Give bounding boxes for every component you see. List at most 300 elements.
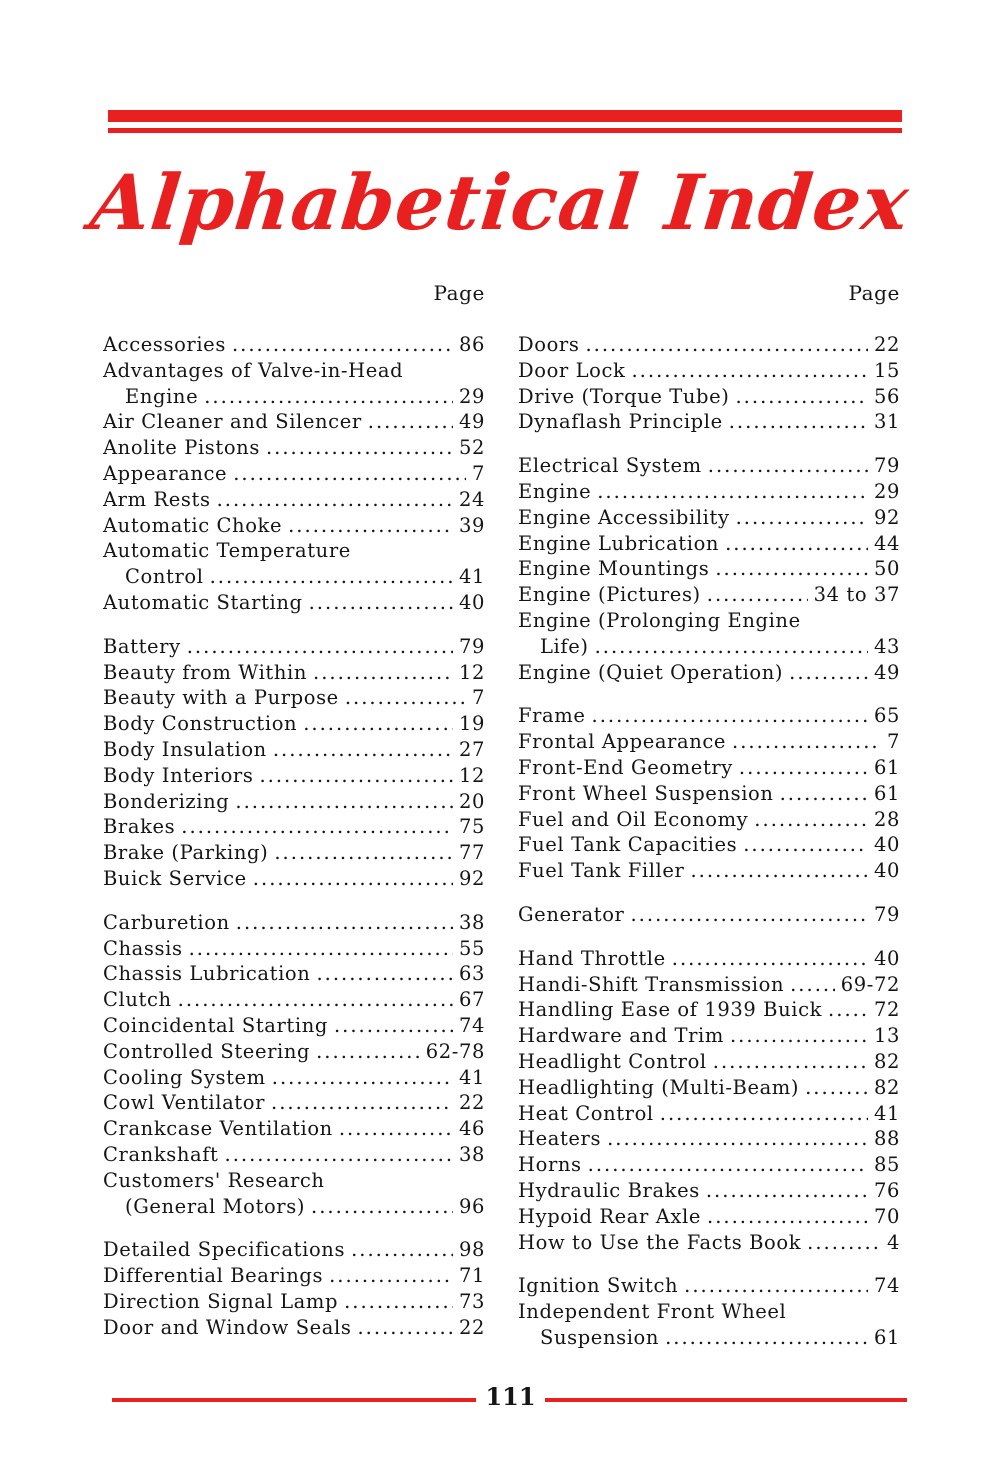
index-entry-label: Engine	[518, 479, 592, 503]
index-entry-page: 24	[458, 487, 485, 511]
dot-leader	[725, 531, 868, 557]
index-entry-label: Customers' Research	[103, 1168, 325, 1192]
index-entry	[103, 409, 485, 435]
index-entry-label: Body Construction	[103, 712, 298, 736]
index-entry-page: 49	[873, 660, 900, 684]
index-entry	[103, 789, 485, 815]
dot-leader	[217, 487, 453, 513]
page-column-header: Page	[433, 281, 485, 305]
index-entry-label: Control	[125, 565, 204, 589]
page-column-header: Page	[848, 281, 900, 305]
index-entry	[103, 1142, 485, 1168]
index-group	[103, 634, 485, 892]
index-group	[518, 902, 900, 928]
index-entry-page: 39	[458, 513, 485, 537]
index-entry-page: 29	[458, 384, 485, 408]
index-entry	[103, 538, 485, 564]
dot-leader	[181, 814, 453, 840]
index-entry	[518, 1075, 900, 1101]
dot-leader	[259, 763, 453, 789]
index-entry-label: Arm Rests	[103, 487, 211, 511]
index-entry	[518, 858, 900, 884]
dot-leader	[225, 1142, 453, 1168]
dot-leader	[736, 505, 868, 531]
index-entry-page: 61	[873, 755, 900, 779]
dot-leader	[334, 1013, 453, 1039]
index-entry-label: Anolite Pistons	[103, 436, 260, 460]
index-entry-page: 7	[471, 461, 485, 485]
dot-leader	[210, 564, 453, 590]
index-entry-page: 41	[458, 1065, 485, 1089]
index-entry-page: 38	[458, 1142, 485, 1166]
index-entry-page: 61	[873, 781, 900, 805]
index-entry-label: Front Wheel Suspension	[518, 781, 774, 805]
index-entry	[518, 582, 900, 608]
index-groups-left	[103, 332, 485, 1340]
index-entry-label: Electrical System	[518, 454, 702, 478]
index-entry-label: Brakes	[103, 815, 176, 839]
index-entry	[518, 358, 900, 384]
index-entry-page: 56	[873, 384, 900, 408]
index-entry	[103, 685, 485, 711]
index-entry	[518, 946, 900, 972]
index-entry-page: 19	[458, 712, 485, 736]
index-entry	[103, 910, 485, 936]
index-entry-page: 20	[458, 789, 485, 813]
dot-leader	[732, 729, 881, 755]
index-entry-label: Hydraulic Brakes	[518, 1178, 700, 1202]
index-entry-label: Detailed Specifications	[103, 1238, 346, 1262]
index-entry-label: Crankcase Ventilation	[103, 1117, 333, 1141]
index-entry	[103, 513, 485, 539]
index-entry-label: Hypoid Rear Axle	[518, 1204, 701, 1228]
index-entry	[103, 358, 485, 384]
index-entry-label: Door and Window Seals	[103, 1315, 352, 1339]
index-entry	[103, 384, 485, 410]
index-entry-label: Handi-Shift Transmission	[518, 972, 785, 996]
index-entry-label: Direction Signal Lamp	[103, 1289, 339, 1313]
index-entry-label: Frame	[518, 704, 586, 728]
index-entry-label: Front-End Geometry	[518, 755, 733, 779]
index-entry-page: 65	[873, 704, 900, 728]
index-entry-page: 85	[873, 1153, 900, 1177]
dot-leader	[288, 513, 453, 539]
index-entry-page: 46	[458, 1117, 485, 1141]
dot-leader	[730, 1023, 868, 1049]
index-entry	[103, 634, 485, 660]
index-entry	[103, 1065, 485, 1091]
dot-leader	[232, 332, 453, 358]
index-entry-label: Chassis Lubrication	[103, 962, 311, 986]
index-entry	[103, 461, 485, 487]
index-entry-page: 63	[458, 962, 485, 986]
index-entry	[518, 703, 900, 729]
index-entry	[103, 961, 485, 987]
index-entry	[518, 1126, 900, 1152]
index-entry-label: Engine Mountings	[518, 557, 710, 581]
index-entry-label: Bonderizing	[103, 789, 230, 813]
index-entry-label: Hand Throttle	[518, 946, 666, 970]
dot-leader	[739, 755, 868, 781]
dot-leader	[357, 1315, 453, 1341]
index-entry-page: 72	[873, 998, 900, 1022]
dot-leader	[754, 807, 868, 833]
dot-leader	[735, 384, 868, 410]
index-entry	[518, 972, 900, 998]
dot-leader	[351, 1237, 453, 1263]
dot-leader	[311, 1194, 453, 1220]
index-entry-page: 12	[458, 660, 485, 684]
index-entry-page: 96	[458, 1194, 485, 1218]
index-entry-label: Fuel and Oil Economy	[518, 807, 749, 831]
index-entry	[103, 987, 485, 1013]
page-title: Alphabetical Index	[86, 158, 914, 247]
index-column-left	[103, 278, 485, 1358]
dot-leader	[588, 1152, 868, 1178]
index-entry-label: Advantages of Valve-in-Head	[103, 358, 404, 382]
index-entry	[103, 487, 485, 513]
index-entry	[518, 1299, 900, 1325]
index-group	[518, 946, 900, 1256]
index-entry	[518, 1273, 900, 1299]
dot-leader	[368, 409, 453, 435]
index-group	[518, 453, 900, 685]
index-column-right	[518, 278, 900, 1369]
index-entry	[518, 384, 900, 410]
index-entry	[103, 1237, 485, 1263]
index-entry	[518, 556, 900, 582]
index-entry	[518, 997, 900, 1023]
index-entry	[518, 531, 900, 557]
index-entry	[103, 1039, 485, 1065]
index-entry-label: Appearance	[103, 461, 228, 485]
index-entry-label: Accessories	[103, 333, 226, 356]
index-entry	[103, 866, 485, 892]
dot-leader	[339, 1116, 453, 1142]
index-entry-page: 73	[458, 1289, 485, 1313]
index-entry-page: 74	[873, 1274, 900, 1298]
index-entry-label: Beauty from Within	[103, 660, 308, 684]
index-entry-label: Hardware and Trim	[518, 1024, 724, 1048]
index-entry-page: 12	[458, 763, 485, 787]
index-entry	[103, 332, 485, 358]
dot-leader	[707, 582, 808, 608]
dot-leader	[708, 453, 868, 479]
index-entry	[518, 807, 900, 833]
index-entry-label: Door Lock	[518, 358, 626, 382]
index-entry-page: 79	[873, 902, 900, 926]
index-entry-label: Engine (Quiet Operation)	[518, 660, 784, 684]
index-entry	[103, 660, 485, 686]
dot-leader	[313, 660, 453, 686]
index-entry-label: Controlled Steering	[103, 1039, 311, 1063]
index-entry-label: Engine Lubrication	[518, 531, 720, 555]
index-entry-label: Clutch	[103, 988, 172, 1012]
index-entry	[518, 781, 900, 807]
dot-leader	[178, 987, 453, 1013]
dot-leader	[344, 1289, 453, 1315]
index-entry-page: 71	[458, 1264, 485, 1288]
index-entry-page: 13	[873, 1024, 900, 1048]
index-entry-page: 70	[873, 1204, 900, 1228]
index-entry-label: Fuel Tank Capacities	[518, 833, 738, 857]
index-entry-label: Carburetion	[103, 910, 230, 934]
dot-leader	[271, 1090, 453, 1116]
index-entry-label: Cooling System	[103, 1065, 266, 1089]
index-entry	[518, 1152, 900, 1178]
index-entry-label: Horns	[518, 1153, 582, 1177]
index-entry	[518, 1101, 900, 1127]
index-entry-label: Doors	[518, 333, 580, 356]
index-entry-label: Automatic Temperature	[103, 539, 351, 563]
index-entry-page: 76	[873, 1178, 900, 1202]
index-entry-label: Body Insulation	[103, 737, 267, 761]
index-entry	[518, 608, 900, 634]
index-entry-page: 29	[873, 479, 900, 503]
top-rule-thin	[108, 128, 902, 133]
dot-leader	[189, 936, 453, 962]
index-entry-page: 79	[873, 454, 900, 478]
dot-leader	[233, 461, 466, 487]
index-entry-page: 22	[458, 1091, 485, 1115]
index-entry-label: Body Interiors	[103, 763, 254, 787]
index-group	[103, 1237, 485, 1340]
index-entry-page: 50	[873, 557, 900, 581]
index-entry	[103, 1194, 485, 1220]
index-entry-page: 22	[458, 1315, 485, 1339]
index-entry-label: Battery	[103, 634, 181, 658]
index-entry	[518, 729, 900, 755]
dot-leader	[665, 1325, 868, 1351]
index-entry-page: 31	[873, 410, 900, 434]
index-entry-page: 4	[886, 1230, 900, 1254]
index-entry-label: Brake (Parking)	[103, 841, 269, 865]
index-entry	[518, 660, 900, 686]
index-entry-page: 15	[873, 358, 900, 382]
index-entry-label: Coincidental Starting	[103, 1013, 328, 1037]
index-entry	[103, 711, 485, 737]
index-group	[103, 332, 485, 616]
dot-leader	[236, 910, 453, 936]
index-entry-label: Air Cleaner and Silencer	[103, 410, 362, 434]
dot-leader	[187, 634, 453, 660]
dot-leader	[684, 1273, 868, 1299]
index-entry	[518, 634, 900, 660]
index-entry-label: Beauty with a Purpose	[103, 686, 339, 710]
dot-leader	[729, 409, 868, 435]
dot-leader	[789, 660, 868, 686]
index-entry-page: 27	[458, 737, 485, 761]
dot-leader	[597, 479, 868, 505]
index-entry-label: Frontal Appearance	[518, 730, 727, 754]
index-entry-page: 92	[873, 505, 900, 529]
dot-leader	[807, 1230, 881, 1256]
index-entry-label: Suspension	[540, 1325, 660, 1349]
index-entry	[103, 737, 485, 763]
index-entry	[103, 435, 485, 461]
index-entry-label: Headlight Control	[518, 1049, 707, 1073]
dot-leader	[316, 961, 453, 987]
dot-leader	[607, 1126, 868, 1152]
dot-leader	[329, 1263, 453, 1289]
index-entry	[518, 902, 900, 928]
dot-leader	[805, 1075, 868, 1101]
dot-leader	[595, 634, 868, 660]
index-entry-label: How to Use the Facts Book	[518, 1230, 802, 1254]
dot-leader	[713, 1049, 868, 1075]
index-group	[518, 332, 900, 435]
index-entry-label: Buick Service	[103, 866, 247, 890]
index-entry	[103, 1263, 485, 1289]
index-entry-label: Drive (Torque Tube)	[518, 384, 730, 408]
index-entry-page: 34 to 37	[813, 583, 900, 607]
index-entry	[518, 332, 900, 358]
index-entry	[518, 832, 900, 858]
dot-leader	[690, 858, 868, 884]
index-entry-page: 49	[458, 410, 485, 434]
dot-leader	[266, 435, 453, 461]
index-entry	[103, 840, 485, 866]
index-entry	[518, 1230, 900, 1256]
index-entry-label: Cowl Ventilator	[103, 1091, 266, 1115]
index-entry	[103, 590, 485, 616]
index-entry-page: 52	[458, 436, 485, 460]
index-entry	[103, 1013, 485, 1039]
dot-leader	[630, 902, 868, 928]
dot-leader	[672, 946, 868, 972]
index-entry-page: 79	[458, 634, 485, 658]
index-group	[518, 703, 900, 884]
dot-leader	[706, 1178, 868, 1204]
index-entry-page: 98	[458, 1238, 485, 1262]
index-group	[103, 910, 485, 1220]
index-entry	[518, 1178, 900, 1204]
index-entry-label: Automatic Choke	[103, 513, 283, 537]
index-entry	[518, 1204, 900, 1230]
index-entry-label: Ignition Switch	[518, 1274, 679, 1298]
index-entry	[518, 1325, 900, 1351]
index-groups-right	[518, 332, 900, 1351]
index-entry-page: 40	[873, 833, 900, 857]
index-entry	[103, 1289, 485, 1315]
index-entry	[518, 1049, 900, 1075]
dot-leader	[828, 997, 868, 1023]
index-entry	[103, 1116, 485, 1142]
index-entry-page: 74	[458, 1013, 485, 1037]
index-entry-page: 41	[873, 1101, 900, 1125]
dot-leader	[303, 711, 453, 737]
index-entry-label: Fuel Tank Filler	[518, 859, 685, 883]
index-entry-label: Generator	[518, 902, 625, 926]
index-entry-label: Headlighting (Multi-Beam)	[518, 1075, 800, 1099]
index-entry-page: 67	[458, 988, 485, 1012]
index-entry	[518, 409, 900, 435]
index-entry-label: Differential Bearings	[103, 1264, 324, 1288]
dot-leader	[585, 332, 868, 358]
page-number: 111	[485, 1382, 536, 1411]
index-entry-page: 77	[458, 841, 485, 865]
index-entry-label: Engine	[125, 384, 199, 408]
index-entry-label: Automatic Starting	[103, 590, 303, 614]
index-entry-label: Heat Control	[518, 1101, 654, 1125]
dot-leader	[309, 590, 453, 616]
dot-leader	[790, 972, 835, 998]
index-entry-label: Chassis	[103, 936, 183, 960]
index-entry	[103, 1168, 485, 1194]
index-entry-label: Life)	[540, 634, 589, 658]
index-entry-page: 22	[873, 333, 900, 356]
dot-leader	[274, 840, 453, 866]
index-entry-page: 86	[458, 333, 485, 356]
index-entry-label: Heaters	[518, 1127, 602, 1151]
index-entry	[518, 755, 900, 781]
index-entry-page: 61	[873, 1325, 900, 1349]
footer-rule-right	[545, 1398, 907, 1402]
index-entry	[103, 564, 485, 590]
dot-leader	[345, 685, 466, 711]
index-group	[518, 1273, 900, 1350]
index-entry-page: 41	[458, 565, 485, 589]
dot-leader	[660, 1101, 868, 1127]
index-entry	[103, 1090, 485, 1116]
index-entry-page: 69-72	[840, 972, 900, 996]
index-entry-label: (General Motors)	[125, 1194, 306, 1218]
index-entry-page: 28	[873, 807, 900, 831]
dot-leader	[235, 789, 453, 815]
index-entry	[518, 1023, 900, 1049]
index-entry	[103, 814, 485, 840]
dot-leader	[273, 737, 453, 763]
index-entry-page: 55	[458, 936, 485, 960]
index-entry	[103, 1315, 485, 1341]
dot-leader	[631, 358, 868, 384]
index-entry	[103, 763, 485, 789]
dot-leader	[780, 781, 868, 807]
index-entry-page: 75	[458, 815, 485, 839]
footer-rule-left	[112, 1398, 476, 1402]
top-rule-thick	[108, 110, 902, 122]
index-entry-page: 40	[458, 590, 485, 614]
index-entry-label: Engine (Pictures)	[518, 583, 701, 607]
dot-leader	[715, 556, 868, 582]
index-entry-page: 38	[458, 910, 485, 934]
index-entry	[103, 936, 485, 962]
index-entry-page: 88	[873, 1127, 900, 1151]
index-entry-page: 82	[873, 1049, 900, 1073]
index-entry-page: 40	[873, 859, 900, 883]
index-entry-label: Handling Ease of 1939 Buick	[518, 998, 823, 1022]
dot-leader	[707, 1204, 868, 1230]
index-entry-label: Crankshaft	[103, 1142, 219, 1166]
index-entry-label: Independent Front Wheel	[518, 1300, 787, 1324]
index-entry-page: 62-78	[425, 1039, 485, 1063]
index-entry	[518, 453, 900, 479]
index-entry-page: 43	[873, 634, 900, 658]
index-entry-label: Dynaflash Principle	[518, 410, 723, 434]
dot-leader	[253, 866, 453, 892]
dot-leader	[743, 832, 868, 858]
index-entry-page: 92	[458, 866, 485, 890]
index-entry-label: Engine Accessibility	[518, 505, 730, 529]
dot-leader	[592, 703, 868, 729]
index-entry-page: 7	[471, 686, 485, 710]
dot-leader	[204, 384, 453, 410]
dot-leader	[316, 1039, 420, 1065]
index-entry	[518, 479, 900, 505]
index-entry-page: 7	[886, 730, 900, 754]
index-entry-page: 40	[873, 946, 900, 970]
dot-leader	[272, 1065, 453, 1091]
